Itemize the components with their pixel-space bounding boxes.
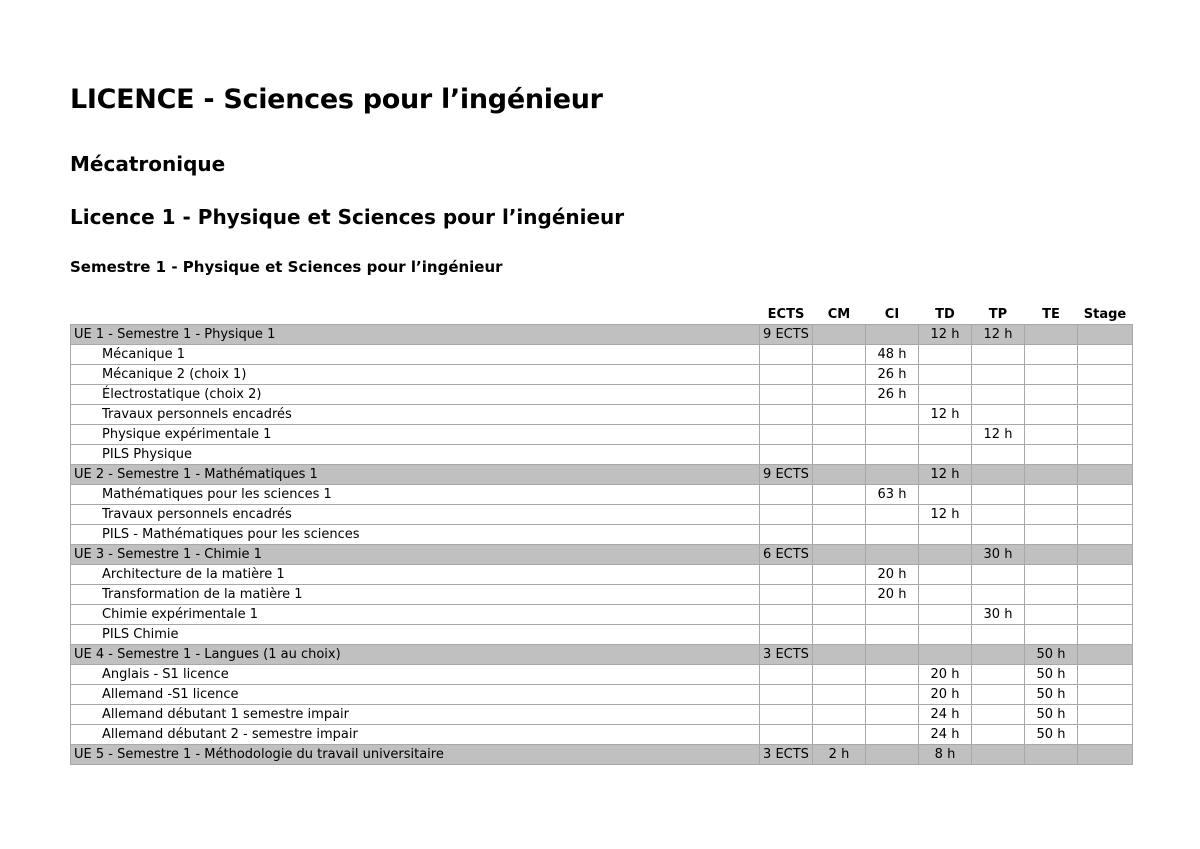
- cell-te: [1025, 745, 1078, 765]
- course-row: [71, 665, 1133, 685]
- cell-te: [1025, 425, 1078, 445]
- cell-cm: [813, 725, 866, 745]
- cell-stage: [1078, 745, 1133, 765]
- cell-ci: [866, 325, 919, 345]
- cell-cm: [813, 525, 866, 545]
- program-subtitle: Mécatronique: [70, 152, 226, 176]
- cell-ects: [760, 565, 813, 585]
- cell-cm: [813, 505, 866, 525]
- cell-stage: [1078, 505, 1133, 525]
- cell-course-name: Allemand -S1 licence: [71, 685, 760, 705]
- cell-td: [919, 345, 972, 365]
- cell-cm: [813, 425, 866, 445]
- cell-stage: [1078, 485, 1133, 505]
- cell-ects: [760, 625, 813, 645]
- cell-course-name: Mathématiques pour les sciences 1: [71, 485, 760, 505]
- cell-te: 50 h: [1025, 705, 1078, 725]
- cell-cm: [813, 565, 866, 585]
- cell-td: [919, 365, 972, 385]
- cell-cm: [813, 365, 866, 385]
- cell-course-name: Travaux personnels encadrés: [71, 505, 760, 525]
- course-row: [71, 345, 1133, 365]
- cell-stage: [1078, 405, 1133, 425]
- cell-cm: [813, 465, 866, 485]
- cell-td: [919, 545, 972, 565]
- cell-td: 24 h: [919, 705, 972, 725]
- cell-tp: [972, 705, 1025, 725]
- cell-cm: [813, 545, 866, 565]
- cell-ects: [760, 385, 813, 405]
- cell-te: [1025, 545, 1078, 565]
- cell-td: [919, 565, 972, 585]
- cell-ci: 26 h: [866, 385, 919, 405]
- course-row: [71, 525, 1133, 545]
- cell-te: [1025, 605, 1078, 625]
- cell-cm: [813, 405, 866, 425]
- cell-te: [1025, 465, 1078, 485]
- cell-te: [1025, 625, 1078, 645]
- column-header-tp: TP: [988, 306, 1008, 322]
- cell-tp: [972, 485, 1025, 505]
- semester-heading: Semestre 1 - Physique et Sciences pour l’ingénieur: [70, 258, 503, 276]
- course-row: [71, 605, 1133, 625]
- course-row: [71, 685, 1133, 705]
- cell-tp: [972, 685, 1025, 705]
- cell-td: [919, 525, 972, 545]
- cell-course-name: Mécanique 2 (choix 1): [71, 365, 760, 385]
- cell-cm: [813, 645, 866, 665]
- cell-te: 50 h: [1025, 665, 1078, 685]
- cell-ci: 20 h: [866, 585, 919, 605]
- column-header-td: TD: [935, 306, 955, 322]
- column-header-cm: CM: [827, 306, 851, 322]
- cell-ci: [866, 445, 919, 465]
- cell-ci: [866, 745, 919, 765]
- cell-ci: [866, 405, 919, 425]
- cell-cm: [813, 485, 866, 505]
- cell-ci: 20 h: [866, 565, 919, 585]
- cell-ects: [760, 345, 813, 365]
- cell-tp: 30 h: [972, 545, 1025, 565]
- cell-ects: [760, 725, 813, 745]
- cell-ects: [760, 685, 813, 705]
- cell-tp: 12 h: [972, 325, 1025, 345]
- cell-stage: [1078, 685, 1133, 705]
- cell-stage: [1078, 645, 1133, 665]
- course-row: [71, 485, 1133, 505]
- cell-td: 12 h: [919, 465, 972, 485]
- cell-cm: [813, 685, 866, 705]
- table-header-row: [71, 304, 1133, 325]
- cell-ects: [760, 705, 813, 725]
- ue-row: [71, 465, 1133, 485]
- cell-course-name: UE 2 - Semestre 1 - Mathématiques 1: [71, 465, 760, 485]
- cell-ects: [760, 405, 813, 425]
- cell-ci: 48 h: [866, 345, 919, 365]
- cell-stage: [1078, 385, 1133, 405]
- cell-td: 20 h: [919, 685, 972, 705]
- cell-te: [1025, 445, 1078, 465]
- course-row: [71, 445, 1133, 465]
- cell-tp: [972, 745, 1025, 765]
- page-title: LICENCE - Sciences pour l’ingénieur: [70, 84, 603, 115]
- cell-stage: [1078, 705, 1133, 725]
- cell-course-name: Anglais - S1 licence: [71, 665, 760, 685]
- cell-course-name: UE 1 - Semestre 1 - Physique 1: [71, 325, 760, 345]
- cell-ci: [866, 525, 919, 545]
- cell-te: 50 h: [1025, 645, 1078, 665]
- cell-te: [1025, 505, 1078, 525]
- cell-ci: [866, 605, 919, 625]
- level-heading: Licence 1 - Physique et Sciences pour l’ingénieur: [70, 205, 625, 229]
- column-header-te: TE: [1042, 306, 1060, 322]
- cell-td: [919, 425, 972, 445]
- ue-row: [71, 645, 1133, 665]
- cell-stage: [1078, 725, 1133, 745]
- cell-cm: [813, 605, 866, 625]
- column-header-ects: ECTS: [767, 306, 805, 322]
- cell-tp: [972, 445, 1025, 465]
- cell-ci: [866, 625, 919, 645]
- cell-td: 12 h: [919, 325, 972, 345]
- ue-row: [71, 325, 1133, 345]
- course-row: [71, 365, 1133, 385]
- course-row: [71, 405, 1133, 425]
- cell-tp: [972, 385, 1025, 405]
- cell-stage: [1078, 445, 1133, 465]
- cell-ects: [760, 425, 813, 445]
- cell-cm: [813, 325, 866, 345]
- cell-tp: [972, 565, 1025, 585]
- cell-stage: [1078, 665, 1133, 685]
- cell-ci: [866, 545, 919, 565]
- cell-cm: [813, 585, 866, 605]
- course-row: [71, 505, 1133, 525]
- cell-tp: [972, 365, 1025, 385]
- cell-td: [919, 605, 972, 625]
- cell-course-name: UE 4 - Semestre 1 - Langues (1 au choix): [71, 645, 760, 665]
- ue-row: [71, 745, 1133, 765]
- cell-course-name: Mécanique 1: [71, 345, 760, 365]
- cell-course-name: Allemand débutant 2 - semestre impair: [71, 725, 760, 745]
- cell-tp: [972, 405, 1025, 425]
- cell-course-name: Allemand débutant 1 semestre impair: [71, 705, 760, 725]
- cell-tp: [972, 585, 1025, 605]
- cell-cm: [813, 445, 866, 465]
- cell-stage: [1078, 585, 1133, 605]
- cell-td: [919, 625, 972, 645]
- cell-td: [919, 585, 972, 605]
- cell-ects: [760, 445, 813, 465]
- course-row: [71, 585, 1133, 605]
- cell-ci: [866, 665, 919, 685]
- cell-course-name: PILS Chimie: [71, 625, 760, 645]
- cell-stage: [1078, 325, 1133, 345]
- ue-row: [71, 545, 1133, 565]
- course-row: [71, 705, 1133, 725]
- cell-stage: [1078, 525, 1133, 545]
- cell-te: [1025, 365, 1078, 385]
- cell-ects: [760, 485, 813, 505]
- cell-tp: [972, 725, 1025, 745]
- cell-course-name: Architecture de la matière 1: [71, 565, 760, 585]
- cell-te: [1025, 525, 1078, 545]
- cell-te: 50 h: [1025, 685, 1078, 705]
- cell-course-name: Physique expérimentale 1: [71, 425, 760, 445]
- cell-ects: [760, 585, 813, 605]
- cell-tp: 30 h: [972, 605, 1025, 625]
- cell-course-name: UE 3 - Semestre 1 - Chimie 1: [71, 545, 760, 565]
- cell-ects: 6 ECTS: [760, 545, 813, 565]
- cell-tp: [972, 525, 1025, 545]
- table-body: [71, 325, 1133, 765]
- cell-tp: [972, 465, 1025, 485]
- course-row: [71, 425, 1133, 445]
- course-table: [70, 304, 1133, 765]
- cell-td: 12 h: [919, 405, 972, 425]
- cell-cm: [813, 385, 866, 405]
- cell-ects: 3 ECTS: [760, 645, 813, 665]
- cell-te: 50 h: [1025, 725, 1078, 745]
- cell-ects: [760, 525, 813, 545]
- cell-ects: [760, 605, 813, 625]
- cell-stage: [1078, 565, 1133, 585]
- course-row: [71, 625, 1133, 645]
- cell-te: [1025, 485, 1078, 505]
- cell-tp: [972, 505, 1025, 525]
- cell-cm: [813, 665, 866, 685]
- cell-te: [1025, 325, 1078, 345]
- cell-te: [1025, 565, 1078, 585]
- cell-stage: [1078, 625, 1133, 645]
- cell-td: 8 h: [919, 745, 972, 765]
- cell-ci: [866, 465, 919, 485]
- cell-cm: 2 h: [813, 745, 866, 765]
- cell-te: [1025, 345, 1078, 365]
- column-header-ci: CI: [884, 306, 900, 322]
- cell-ects: [760, 365, 813, 385]
- cell-ci: [866, 705, 919, 725]
- cell-te: [1025, 385, 1078, 405]
- cell-td: [919, 445, 972, 465]
- cell-course-name: PILS - Mathématiques pour les sciences: [71, 525, 760, 545]
- cell-course-name: Chimie expérimentale 1: [71, 605, 760, 625]
- cell-td: 12 h: [919, 505, 972, 525]
- cell-td: 20 h: [919, 665, 972, 685]
- cell-cm: [813, 625, 866, 645]
- cell-course-name: PILS Physique: [71, 445, 760, 465]
- cell-stage: [1078, 605, 1133, 625]
- cell-ci: 63 h: [866, 485, 919, 505]
- column-header-course-name: [71, 304, 760, 325]
- cell-tp: [972, 625, 1025, 645]
- cell-course-name: Électrostatique (choix 2): [71, 385, 760, 405]
- cell-te: [1025, 405, 1078, 425]
- cell-tp: [972, 645, 1025, 665]
- cell-td: 24 h: [919, 725, 972, 745]
- cell-td: [919, 645, 972, 665]
- course-row: [71, 565, 1133, 585]
- cell-cm: [813, 345, 866, 365]
- cell-ci: [866, 505, 919, 525]
- cell-ects: 3 ECTS: [760, 745, 813, 765]
- course-row: [71, 385, 1133, 405]
- cell-stage: [1078, 365, 1133, 385]
- cell-td: [919, 485, 972, 505]
- cell-stage: [1078, 465, 1133, 485]
- cell-tp: 12 h: [972, 425, 1025, 445]
- cell-ects: [760, 505, 813, 525]
- cell-ci: [866, 685, 919, 705]
- cell-stage: [1078, 545, 1133, 565]
- column-header-stage: Stage: [1083, 306, 1127, 322]
- cell-tp: [972, 345, 1025, 365]
- cell-course-name: UE 5 - Semestre 1 - Méthodologie du travail universitaire: [71, 745, 760, 765]
- cell-ects: 9 ECTS: [760, 325, 813, 345]
- cell-course-name: Transformation de la matière 1: [71, 585, 760, 605]
- course-row: [71, 725, 1133, 745]
- cell-ects: [760, 665, 813, 685]
- cell-stage: [1078, 425, 1133, 445]
- cell-stage: [1078, 345, 1133, 365]
- cell-ects: 9 ECTS: [760, 465, 813, 485]
- cell-ci: 26 h: [866, 365, 919, 385]
- cell-ci: [866, 725, 919, 745]
- cell-course-name: Travaux personnels encadrés: [71, 405, 760, 425]
- cell-ci: [866, 425, 919, 445]
- cell-ci: [866, 645, 919, 665]
- cell-cm: [813, 705, 866, 725]
- cell-td: [919, 385, 972, 405]
- cell-te: [1025, 585, 1078, 605]
- cell-tp: [972, 665, 1025, 685]
